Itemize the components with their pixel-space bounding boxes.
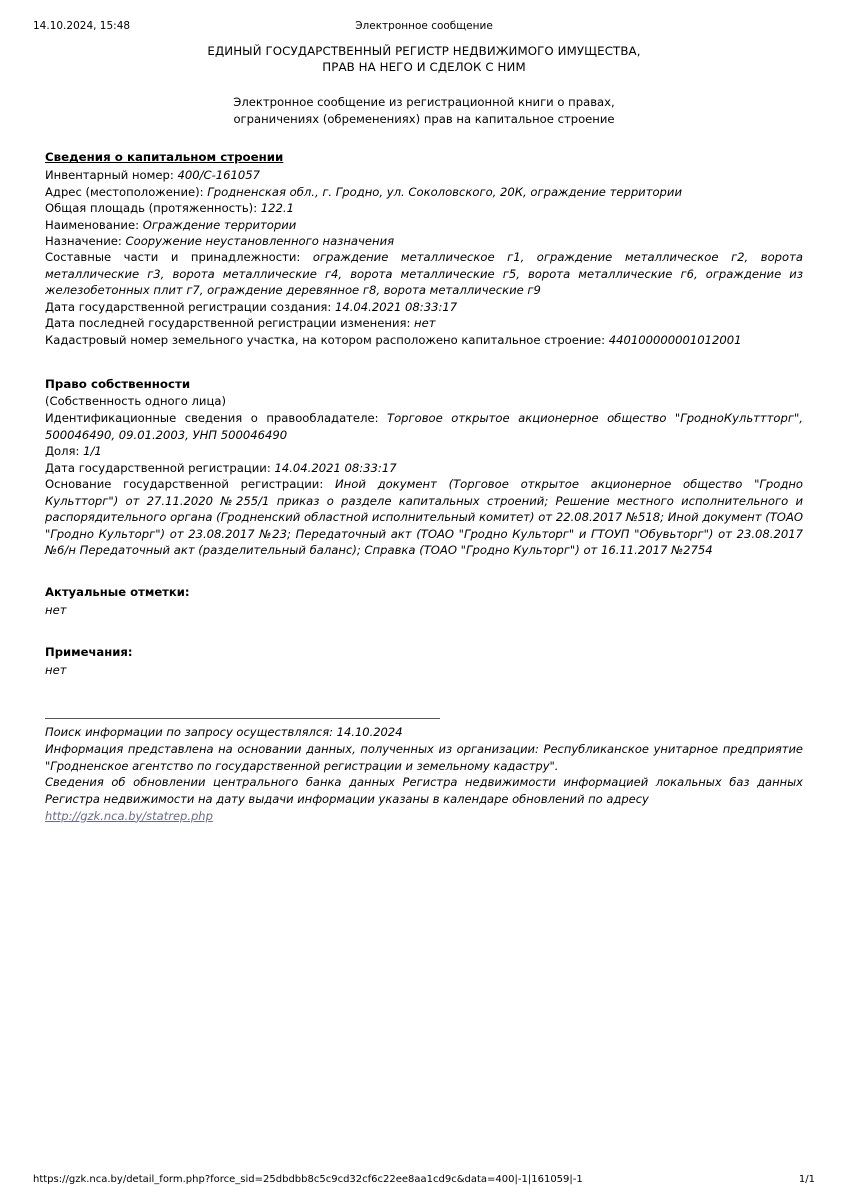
footer-url: https://gzk.nca.by/detail_form.php?force_sid=25dbdbb8c5c9cd32cf6c22ee8aa1cd9c&data=400|-1|161059|-1 (33, 1174, 583, 1185)
field-registration-date (45, 460, 803, 476)
field-label: Дата государственной регистрации создания: (45, 299, 332, 314)
field-label: Дата последней государственной регистрации изменения: (45, 316, 411, 331)
field-area (45, 200, 803, 216)
title-line-2: ПРАВ НА НЕГО И СДЕЛОК С НИМ (322, 59, 526, 74)
field-parts (45, 249, 803, 298)
field-value: Сооружение неустановленного назначения (125, 234, 395, 248)
footer-search-line: Поиск информации по запросу осуществлялся: 14.10.2024 (45, 725, 403, 740)
field-cadastre-number (45, 332, 803, 348)
field-label: Наименование: (45, 217, 140, 232)
field-value: 1/1 (83, 444, 102, 459)
subtitle-line-1: Электронное сообщение из регистрационной книги о правах, (233, 94, 615, 109)
field-last-change-date (45, 315, 803, 331)
field-share (45, 443, 803, 459)
field-value: 14.04.2021 08:33:17 (334, 299, 458, 314)
field-label: Адрес (местоположение): (45, 184, 204, 199)
field-value: 400/С-161057 (177, 168, 261, 183)
header-doc-kind: Электронное сообщение (355, 20, 493, 32)
field-value: Иной документ (Торговое открытое акционерное общество "Гродно Культторг") от 27.11.2020 №255/1 приказ о разделе капитальных строений; Решение местного исполнительного и распорядительного органа (Гродненский областной исполнительный комитет) от 22.08.2017 №518; Иной документ (ТОАО "Гродно Культорг") от 23.08.2017 №23; Передаточный акт (ТОАО "Гродно Культорг" и ГТОУП "Обувьторг") от 23.08.2017 №6/н Передаточный акт (разделительный баланс); Справка (ТОАО "Гродно Культорг") от 16.11.2017 №2754 (45, 477, 804, 557)
field-value: Гродненская обл., г. Гродно, ул. Соколовского, 20К, ограждение территории (207, 184, 682, 199)
footer-divider (45, 718, 440, 719)
document-subtitle (45, 94, 803, 128)
field-label: Идентификационные сведения о правообладателе: (45, 411, 379, 426)
document-title (45, 44, 803, 76)
subtitle-line-2: ограничениях (обременениях) прав на капитальное строение (233, 111, 615, 126)
field-value: 122.1 (260, 201, 294, 216)
notes-value: нет (45, 662, 67, 677)
footer-source-line: Информация представлена на основании данных, полученных из организации: Республиканское унитарное предприятие "Гродненское агентство по государственной регистрации и земельному кадастру". (45, 741, 803, 773)
field-inventory-number (45, 167, 803, 183)
field-value: нет (414, 316, 436, 331)
footer-info (45, 724, 803, 824)
marks-value: нет (45, 602, 67, 617)
field-value: Ограждение территории (142, 217, 297, 232)
ownership-kind: (Собственность одного лица) (45, 393, 226, 408)
field-label: Назначение: (45, 234, 122, 248)
section-building-heading: Сведения о капитальном строении (45, 150, 284, 165)
field-label: Дата государственной регистрации: (45, 460, 271, 475)
field-name (45, 217, 803, 233)
footer-page-number: 1/1 (798, 1174, 815, 1185)
field-value: Торговое открытое акционерное общество "ГродноКульттторг", 500046490, 09.01.2003, УНП 500046490 (45, 411, 803, 442)
footer-update-line: Сведения об обновлении центрального банка данных Регистра недвижимости информацией локальных баз данных Регистра недвижимости на дату выдачи информации указаны в календаре обновлений по адресу (45, 775, 803, 806)
field-label: Общая площадь (протяженность): (45, 201, 258, 216)
field-value: 14.04.2021 08:33:17 (274, 460, 397, 475)
field-value: 440100000001012001 (608, 332, 742, 347)
header-datetime: 14.10.2024, 15:48 (33, 20, 131, 32)
field-purpose (45, 233, 803, 249)
section-notes-heading: Примечания: (45, 645, 133, 660)
field-holder (45, 410, 803, 443)
field-label: Инвентарный номер: (45, 168, 174, 183)
section-ownership-heading: Право собственности (45, 377, 191, 392)
field-registration-basis (45, 476, 803, 558)
document-body (45, 40, 803, 824)
title-line-1: ЕДИНЫЙ ГОСУДАРСТВЕННЫЙ РЕГИСТР НЕДВИЖИМОГО ИМУЩЕСТВА, (207, 44, 641, 58)
field-label: Кадастровый номер земельного участка, на котором расположено капитальное строение: (45, 332, 606, 347)
statrep-link[interactable]: http://gzk.nca.by/statrep.php (45, 808, 213, 823)
field-label: Доля: (45, 444, 80, 459)
field-address (45, 184, 803, 200)
field-creation-date (45, 299, 803, 315)
field-label: Основание государственной регистрации: (45, 477, 324, 492)
field-value: ограждение металлическое г1, ограждение металлическое г2, ворота металлические г3, ворота металлические г4, ворота металлические г5, ворота металлические г6, ограждение из железобетонных плит г7, ограждение деревянное г8, ворота металлические г9 (45, 250, 803, 298)
field-label: Составные части и принадлежности: (45, 250, 301, 265)
section-marks-heading: Актуальные отметки: (45, 585, 190, 600)
